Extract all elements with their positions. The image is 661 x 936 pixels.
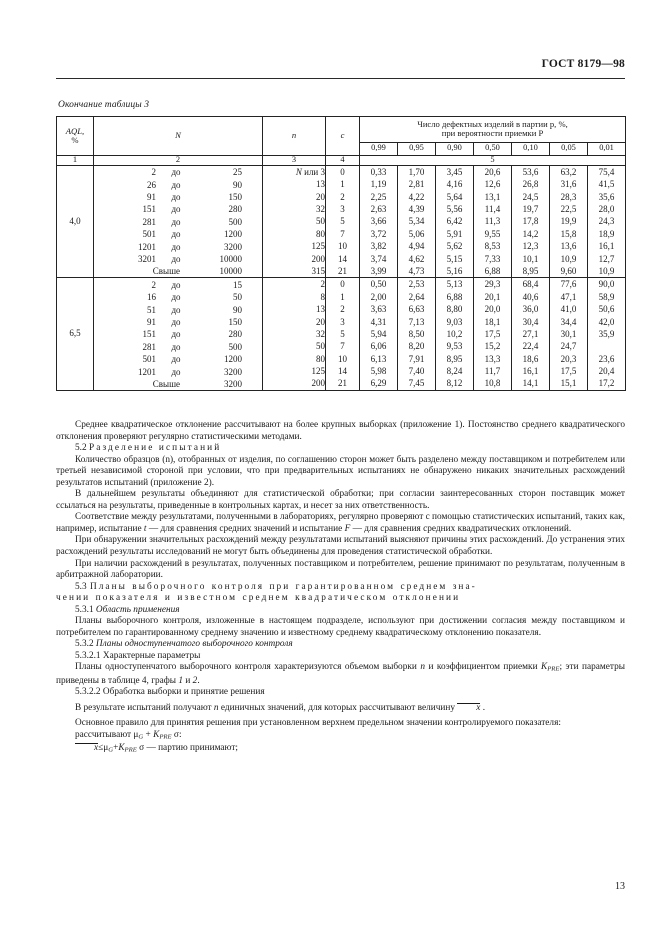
defectives-value: 20,4 [598, 366, 615, 377]
lot-size-range: 151 до 280 [142, 329, 242, 340]
defectives-value: 13,3 [484, 353, 501, 364]
defectives-value: 7,91 [408, 353, 425, 364]
defectives-value: 6,06 [370, 341, 387, 352]
defectives-value: 3,63 [370, 304, 387, 315]
header-aql-label: AQL, [65, 125, 85, 136]
defectives-value: 22,4 [522, 341, 539, 352]
defectives-value: 13,1 [484, 191, 501, 202]
standard-designation: ГОСТ 8179—98 [541, 58, 625, 70]
cell-defectives-p-0-90 [436, 165, 474, 278]
acceptance-number-value: 10 [338, 353, 347, 364]
sample-size-symbol: n [420, 662, 425, 673]
cell-defectives-p-0-05 [550, 165, 588, 278]
sample-size-value: N или 3 [295, 166, 325, 177]
defectives-value: 2,63 [370, 203, 387, 214]
lot-size-range: 281 до 500 [142, 216, 242, 227]
table-data-body [57, 165, 626, 390]
para-std-deviation: Среднее квадратическое отклонение рассчитывают на более крупных выборках (приложение 1). Постоянство среднего квадратического отклонения проверяют регулярно статистическими методами. [56, 420, 625, 442]
defectives-value: 26,8 [522, 179, 539, 190]
defectives-value: 13,6 [560, 241, 577, 252]
defectives-value: 5,98 [370, 366, 387, 377]
kpre-symbol: $K_{PRE}$ [541, 662, 560, 674]
defectives-value: 6,88 [484, 265, 501, 276]
heading-5-2-text: Разделение испытаний [88, 443, 222, 454]
sample-size-value: 13 [316, 304, 325, 315]
defectives-value: 63,2 [560, 166, 577, 177]
acceptance-number-value: 3 [340, 316, 345, 327]
defectives-value: 17,8 [522, 216, 539, 227]
cell-defectives-p-0-99 [360, 165, 398, 278]
defectives-value: 2,64 [408, 291, 425, 302]
lot-size-range: 91 до 150 [147, 317, 242, 327]
defectives-value: 6,42 [446, 216, 463, 227]
para-test-results: В результате испытаний получают n единичных значений, для которых рассчитывают величину x . [75, 702, 486, 713]
defectives-value: 9,53 [446, 341, 463, 352]
defectives-value: 10,9 [560, 253, 577, 264]
sample-size-value: 125 [311, 241, 325, 252]
defectives-value: 8,95 [446, 353, 463, 364]
defectives-value: 4,16 [446, 179, 463, 190]
defectives-value: 4,62 [408, 253, 425, 264]
defectives-value: 36,0 [522, 304, 539, 315]
defectives-value: 9,55 [484, 228, 501, 239]
para-discrepancies: При обнаружении значительных расхождений между результатами испытаний выясняют причины этих расхождений. До устранения этих расхождений результаты исследований не могут быть объединены для проведения статистической обработки. [56, 535, 625, 558]
header-prob-6: 0,01 [588, 142, 626, 155]
para-scope: Планы выборочного контроля, изложенные в настоящем подразделе, используют при достижении согласия между поставщиком и потребителем по гарантированному среднему значению и известному среднему квадратическому отклонению показателя. [56, 616, 625, 638]
header-group-line2: при вероятности приемки P [441, 128, 544, 139]
colnum-5: 5 [360, 156, 626, 166]
defectives-value: 42,0 [598, 316, 615, 327]
defectives-value: 0,50 [370, 279, 387, 290]
defectives-value: 0,33 [370, 166, 387, 177]
defectives-value: 28,0 [598, 203, 615, 214]
table-block-row [57, 165, 626, 278]
sample-size-value: 32 [316, 203, 325, 214]
header-sample-size: n [263, 117, 326, 156]
defectives-value: 12,7 [598, 253, 615, 264]
defectives-value: 14,2 [522, 228, 539, 239]
defectives-value: 2,81 [408, 179, 425, 190]
defectives-value: 11,4 [484, 203, 501, 214]
acceptance-number-value: 7 [340, 341, 345, 352]
defectives-value: 18,9 [598, 228, 615, 239]
formula-compute: рассчитывают $\mu_G + K_{PRE}$ σ: [75, 729, 182, 741]
defectives-value: 12,3 [522, 241, 539, 252]
defectives-value: 8,80 [446, 304, 463, 315]
lot-size-range: Свыше 10000 [152, 266, 242, 277]
lot-size-range: 51 до 90 [147, 304, 242, 315]
defectives-value: 5,91 [446, 228, 463, 239]
acceptance-number-value: 2 [340, 191, 345, 202]
defectives-value: 23,6 [598, 353, 615, 364]
defectives-value: 8,12 [446, 378, 463, 389]
table-header-row-1 [57, 117, 626, 143]
defectives-value: 20,3 [560, 353, 577, 364]
defectives-value: 5,94 [370, 328, 387, 339]
kpre-symbol-2: $K_{PRE}$ [153, 729, 172, 741]
defectives-value: 1,19 [370, 179, 387, 190]
cell-sample-size-column [263, 278, 326, 391]
para-decision-rule: Основное правило для принятия решения при установленном верхнем предельном значении контролируемого показателя: [75, 718, 561, 729]
defectives-value: 30,4 [522, 316, 539, 327]
defectives-value: 11,3 [484, 216, 501, 227]
lot-size-range: 151 до 280 [142, 204, 242, 215]
defectives-value: 24,7 [560, 341, 577, 352]
header-aql-unit: % [71, 135, 79, 145]
para-combine-results: В дальнейшем результаты объединяют для статистической обработки; при согласии заинтересованных сторон поставщик может ссылаться на результаты, приведенные в контрольных картах, и несет за них ответственность. [56, 489, 625, 511]
defectives-value: 2,00 [370, 291, 387, 302]
defectives-value: 3,82 [370, 241, 387, 252]
mu-g-symbol-2: $\mu_G$ [103, 743, 114, 754]
defectives-value: 35,6 [598, 191, 615, 202]
defectives-value: 5,13 [446, 279, 463, 290]
defectives-value: 50,6 [598, 304, 615, 315]
acceptance-number-value: 14 [338, 366, 347, 377]
defectives-value: 4,73 [408, 265, 425, 276]
defectives-value: 6,29 [370, 378, 387, 389]
lot-size-range: 16 до 50 [147, 292, 242, 303]
graph-ref-2: 2 [192, 675, 198, 686]
defectives-value: 1,70 [408, 166, 425, 177]
cell-defectives-p-0-95 [398, 165, 436, 278]
defectives-value: 6,88 [446, 291, 463, 302]
defectives-value: 19,9 [560, 216, 577, 227]
acceptance-number-value: 3 [340, 203, 345, 214]
lot-size-range: 1201 до 3200 [138, 366, 242, 377]
page-number: 13 [615, 881, 625, 892]
defectives-value: 4,31 [370, 316, 387, 327]
acceptance-number-value: 14 [338, 253, 347, 264]
defectives-value: 24,5 [522, 191, 539, 202]
defectives-value: 16,1 [598, 241, 615, 252]
sample-size-value: 13 [316, 179, 325, 190]
kpre-symbol-3: $K_{PRE}$ [118, 743, 137, 754]
defectives-value: 16,1 [522, 366, 539, 377]
defectives-value: 18,1 [484, 316, 501, 327]
lot-size-range: 1201 до 3200 [138, 241, 242, 252]
heading-5-3-2-text: Планы одноступенчатого выборочного контроля [95, 639, 293, 650]
table-block-row [57, 278, 626, 391]
defectives-value: 3,66 [370, 216, 387, 227]
defectives-value: 5,15 [446, 253, 463, 264]
header-acceptance-number: c [326, 117, 360, 156]
defectives-value: 18,6 [522, 353, 539, 364]
heading-5-3-2-2: 5.3.2.2 Обработка выборки и принятие решения [75, 687, 265, 698]
defectives-value: 75,4 [598, 166, 615, 177]
defectives-value: 5,06 [408, 228, 425, 239]
defectives-value: 58,9 [598, 291, 615, 302]
defectives-value: 5,62 [446, 241, 463, 252]
header-prob-5: 0,05 [550, 142, 588, 155]
colnum-1: 1 [57, 156, 94, 166]
sample-size-value: 50 [316, 341, 325, 352]
header-prob-2: 0,90 [436, 142, 474, 155]
lot-size-range: 281 до 500 [142, 341, 242, 352]
cell-acceptance-number-column [326, 278, 360, 391]
cell-defectives-p-0-90 [436, 278, 474, 391]
sampling-plan-table [56, 116, 626, 391]
defectives-value: 4,22 [408, 191, 425, 202]
colnum-3: 3 [263, 156, 326, 166]
cell-defectives-p-0-99 [360, 278, 398, 391]
mu-g-symbol: $\mu_G$ [133, 729, 144, 741]
table-column-numbers-row [57, 156, 626, 166]
formula-acceptance: $x\le\mu_G+K_{PRE}$ σ — партию принимают; [56, 743, 625, 756]
defectives-value: 10,9 [598, 265, 615, 276]
acceptance-number-value: 7 [340, 228, 345, 239]
defectives-value: 90,0 [598, 279, 615, 290]
sample-size-value: 200 [311, 378, 325, 389]
cell-defectives-p-0-10 [512, 278, 550, 391]
defectives-value: 6,13 [370, 353, 387, 364]
cell-lot-size-column [94, 278, 263, 391]
defectives-value: 8,53 [484, 241, 501, 252]
defectives-value: 7,40 [408, 366, 425, 377]
colnum-4: 4 [326, 156, 360, 166]
heading-5-3-line2: чении показателя и известном среднем квадратическом отклонении [56, 593, 461, 604]
defectives-value: 40,6 [522, 291, 539, 302]
sample-size-value: 20 [316, 191, 325, 202]
defectives-value: 24,3 [598, 216, 615, 227]
sample-size-value: 125 [311, 366, 325, 377]
sample-size-value: 80 [316, 228, 325, 239]
defectives-value: 8,50 [408, 328, 425, 339]
defectives-value: 2,25 [370, 191, 387, 202]
defectives-value: 15,1 [560, 378, 577, 389]
defectives-value: 22,5 [560, 203, 577, 214]
defectives-value: 3,72 [370, 228, 387, 239]
defectives-value: 28,3 [560, 191, 577, 202]
defectives-value: 9,03 [446, 316, 463, 327]
heading-5-3-line1: 5.3 Планы выборочного контроля при гарантированном среднем зна- [75, 581, 477, 592]
defectives-value: 7,45 [408, 378, 425, 389]
sample-size-value: 32 [316, 328, 325, 339]
table-caption: Окончание таблицы 3 [58, 100, 150, 110]
header-prob-1: 0,95 [398, 142, 436, 155]
f-test-symbol: F [344, 523, 351, 534]
para-arbitration: При наличии расхождений в результатах, полученных поставщиком и потребителем, решение принимают по результатам, полученным в арбитражной лаборатории. [56, 558, 625, 581]
defectives-value: 10,1 [522, 253, 539, 264]
heading-5-3-text1: Планы выборочного контроля при гарантированном среднем зна- [89, 581, 477, 592]
header-rule [56, 78, 625, 79]
defectives-value: 14,1 [522, 378, 539, 389]
defectives-value: 6,63 [408, 304, 425, 315]
defectives-value: 17,5 [484, 328, 501, 339]
acceptance-number-value: 5 [340, 216, 345, 227]
body-text [56, 420, 625, 756]
defectives-value: 5,16 [446, 265, 463, 276]
para-lab-conformity: Соответствие между результатами, полученными в лабораториях, регулярно проверяют с помощью статистических испытаний, таких как, например, испытание t — для сравнения средних значений и испытание F — для сравнения средних квадратических отклонений. [56, 512, 625, 534]
defectives-value: 19,7 [522, 203, 539, 214]
header-prob-4: 0,10 [512, 142, 550, 155]
acceptance-number-value: 21 [338, 378, 347, 389]
defectives-value: 8,24 [446, 366, 463, 377]
heading-5-3-2: 5.3.2 Планы одноступенчатого выборочного контроля [75, 639, 293, 650]
lot-size-range: 2 до 25 [151, 167, 242, 178]
cell-sample-size-column [263, 165, 326, 278]
cell-aql-4-0: 4,0 [57, 165, 94, 278]
defectives-value: 35,9 [598, 328, 615, 339]
defectives-value: 10,8 [484, 378, 501, 389]
t-test-symbol: t [143, 523, 147, 534]
cell-defectives-p-0-10 [512, 165, 550, 278]
defectives-value [588, 340, 625, 352]
header-prob-3: 0,50 [474, 142, 512, 155]
x-bar-symbol-2: x [75, 743, 98, 755]
defectives-value: 34,4 [560, 316, 577, 327]
lot-size-range: 501 до 1200 [142, 229, 242, 240]
header-lot-size: N [94, 117, 263, 156]
sample-size-value: 80 [316, 353, 325, 364]
header-group-line1: Число дефектных изделий в партии p, %, [417, 119, 568, 130]
defectives-value: 8,95 [522, 265, 539, 276]
sample-size-value: 20 [316, 316, 325, 327]
acceptance-number-value: 1 [340, 291, 345, 302]
cell-defectives-p-0-95 [398, 278, 436, 391]
sample-size-value: 50 [316, 216, 325, 227]
acceptance-number-value: 10 [338, 241, 347, 252]
defectives-value: 15,2 [484, 341, 501, 352]
colnum-2: 2 [94, 156, 263, 166]
defectives-value: 4,39 [408, 203, 425, 214]
heading-5-3-1: 5.3.1 Область применения [75, 604, 180, 615]
heading-5-3-1-text: Область применения [95, 604, 180, 615]
acceptance-number-value: 1 [340, 179, 345, 190]
lot-size-range: 501 до 1200 [142, 354, 242, 365]
acceptance-number-value: 5 [340, 328, 345, 339]
defectives-value: 9,60 [560, 265, 577, 276]
sample-size-value: 315 [311, 265, 325, 276]
para-sample-division: Количество образцов (n), отобранных от изделия, по соглашению сторон может быть разделено между поставщиком и потребителем или третьей независимой стороной при условии, что при предварительных испытаниях не обнаружено никаких значительных расхождений результатов испытаний (приложение 2). [56, 454, 625, 488]
defectives-value: 3,45 [446, 166, 463, 177]
defectives-value: 53,6 [522, 166, 539, 177]
defectives-value: 20,0 [484, 304, 501, 315]
header-aql [57, 117, 94, 156]
defectives-value: 5,34 [408, 216, 425, 227]
cell-defectives-p-0-50 [474, 278, 512, 391]
defectives-value: 30,1 [560, 328, 577, 339]
defectives-value: 4,94 [408, 241, 425, 252]
defectives-value: 8,20 [408, 341, 425, 352]
cell-defectives-p-0-05 [550, 278, 588, 391]
acceptance-number-value: 0 [340, 279, 345, 290]
x-bar-symbol: x [457, 703, 480, 715]
defectives-value: 5,56 [446, 203, 463, 214]
sample-size-value: 2 [320, 279, 325, 290]
acceptance-number-value: 21 [338, 265, 347, 276]
lot-size-range: 3201 до 10000 [138, 254, 242, 265]
defectives-value: 11,7 [484, 366, 501, 377]
cell-defectives-p-0-01 [588, 278, 626, 391]
cell-lot-size-column [94, 165, 263, 278]
defectives-value: 7,33 [484, 253, 501, 264]
defectives-value: 41,5 [598, 179, 615, 190]
n-symbol-2: n [213, 702, 219, 713]
acceptance-number-value: 0 [340, 166, 345, 177]
defectives-value: 2,53 [408, 279, 425, 290]
defectives-value: 17,2 [598, 378, 615, 389]
lot-size-range: 2 до 15 [151, 279, 242, 290]
cell-aql-6-5: 6,5 [57, 278, 94, 391]
defectives-value: 20,1 [484, 291, 501, 302]
defectives-value: 15,8 [560, 228, 577, 239]
defectives-value: 47,1 [560, 291, 577, 302]
header-defective-group [360, 117, 626, 143]
defectives-value: 3,74 [370, 253, 387, 264]
defectives-value: 31,6 [560, 179, 577, 190]
sample-size-value: 200 [311, 253, 325, 264]
defectives-value: 41,0 [560, 304, 577, 315]
defectives-value: 77,6 [560, 279, 577, 290]
defectives-value: 10,2 [446, 328, 463, 339]
header-prob-0: 0,99 [360, 142, 398, 155]
defectives-value: 27,1 [522, 328, 539, 339]
para-characteristic-params: Планы одноступенчатого выборочного контроля характеризуются объемом выборки n и коэффициентом приемки $K_{PRE}$; эти параметры приведены в таблице 4, графы 1 и 2. [56, 662, 625, 686]
defectives-value: 68,4 [522, 279, 539, 290]
table-3-continuation [56, 116, 625, 391]
cell-acceptance-number-column [326, 165, 360, 278]
defectives-value: 5,64 [446, 191, 463, 202]
acceptance-number-value: 2 [340, 304, 345, 315]
sample-size-value: 8 [320, 291, 325, 302]
cell-defectives-p-0-50 [474, 165, 512, 278]
lot-size-range: 26 до 90 [147, 179, 242, 190]
heading-5-3-2-1: 5.3.2.1 Характерные параметры [75, 650, 201, 661]
lot-size-range: Свыше 3200 [152, 378, 242, 389]
defectives-value: 12,6 [484, 179, 501, 190]
cell-defectives-p-0-01 [588, 165, 626, 278]
defectives-value: 7,13 [408, 316, 425, 327]
heading-5-2: 5.2 Разделение испытаний [75, 443, 222, 454]
defectives-value: 20,6 [484, 166, 501, 177]
defectives-value: 17,5 [560, 366, 577, 377]
lot-size-range: 91 до 150 [147, 192, 242, 203]
defectives-value: 3,99 [370, 265, 387, 276]
defectives-value: 29,3 [484, 279, 501, 290]
graph-ref-1: 1 [178, 675, 184, 686]
